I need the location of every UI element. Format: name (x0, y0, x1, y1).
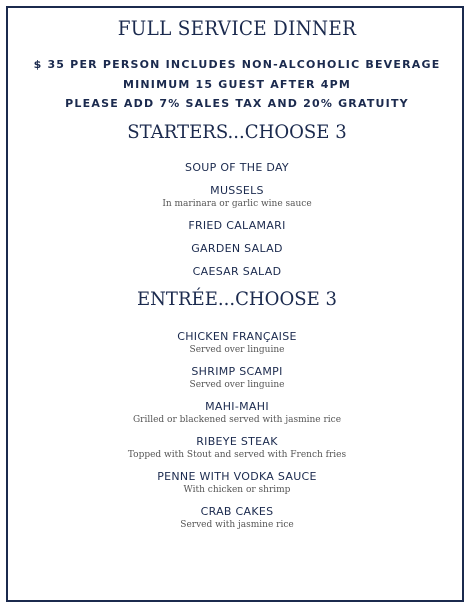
item-description: Grilled or blackened served with jasmine rice (132, 415, 342, 425)
item-name: CAESAR SALAD (192, 265, 282, 278)
starters-heading: STARTERS...CHOOSE 3 (127, 121, 347, 143)
entree-item-mahi-mahi (0, 400, 474, 426)
item-name: FRIED CALAMARI (188, 219, 286, 232)
entree-item-crab-cakes (0, 505, 474, 531)
item-description: Served with jasmine rice (180, 520, 294, 530)
starter-item-caesar-salad (0, 265, 474, 278)
item-description: With chicken or shrimp (183, 485, 291, 495)
starter-item-garden-salad (0, 242, 474, 255)
entree-item-ribeye-steak (0, 435, 474, 461)
item-name: SOUP OF THE DAY (185, 161, 289, 174)
item-name: CRAB CAKES (200, 505, 274, 518)
item-name: PENNE WITH VODKA SAUCE (157, 470, 317, 483)
item-name: MUSSELS (210, 184, 264, 197)
item-description: Served over linguine (189, 380, 285, 390)
item-name: SHRIMP SCAMPI (191, 365, 283, 378)
starter-item-calamari (0, 219, 474, 232)
entree-item-chicken-francaise (0, 330, 474, 356)
item-name: CHICKEN FRANÇAISE (177, 330, 297, 343)
item-description: Topped with Stout and served with French fries (127, 450, 347, 460)
item-name: MAHI-MAHI (205, 400, 269, 413)
menu-title: FULL SERVICE DINNER (117, 16, 357, 40)
entree-item-shrimp-scampi (0, 365, 474, 391)
item-description: Served over linguine (189, 345, 285, 355)
minimum-guest-info: MINIMUM 15 GUEST AFTER 4PM (122, 78, 352, 91)
item-description: In marinara or garlic wine sauce (162, 199, 312, 209)
entree-item-penne-vodka (0, 470, 474, 496)
item-name: GARDEN SALAD (191, 242, 283, 255)
item-name: RIBEYE STEAK (196, 435, 278, 448)
starter-item-mussels (0, 184, 474, 210)
entree-heading: ENTRÉE...CHOOSE 3 (136, 288, 338, 310)
price-info: $ 35 PER PERSON INCLUDES NON-ALCOHOLIC BEVERAGE (33, 58, 441, 71)
starter-item-soup (0, 161, 474, 174)
tax-gratuity-info: PLEASE ADD 7% SALES TAX AND 20% GRATUITY (65, 97, 409, 110)
